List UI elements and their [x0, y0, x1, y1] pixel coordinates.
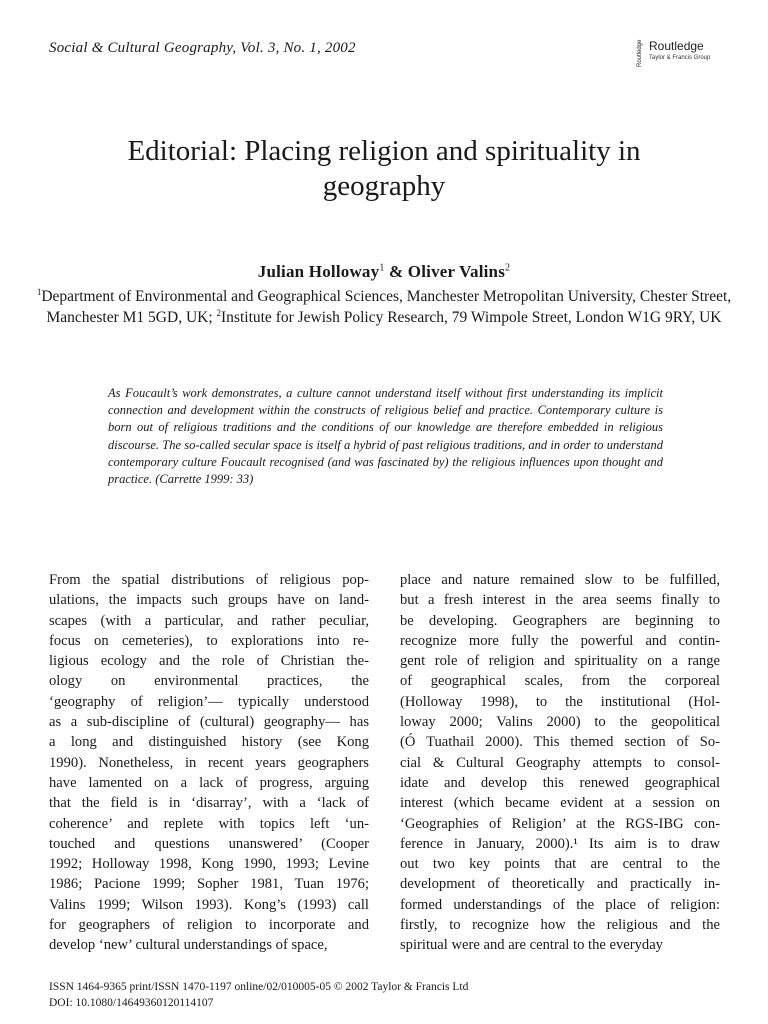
epigraph-quote: As Foucault’s work demonstrates, a culture cannot understand itself without first understanding its implicit connection and development within the constructs of religious belief and practice. Contemporary culture is born out of religious traditions and the conditions of our knowledge are therefore embedded in religious discourse. The so-called secular space is itself a hybrid of past religious traditions, and in order to understand contemporary culture Foucault recognised (and was fascinated by) the religious influences upon thought and practice. (Carrette 1999: 33) — [108, 386, 663, 487]
body-text-line: but a fresh interest in the area seems finally to — [400, 592, 720, 609]
body-text-line: loway 2000; Valins 2000) to the geopolitical — [400, 714, 720, 731]
journal-citation: Social & Cultural Geography, Vol. 3, No. 1, 2002 — [49, 40, 356, 56]
affil-marker: 2 — [216, 307, 222, 318]
publisher-logo — [632, 38, 732, 70]
body-text-line: scapes (with a particular, and rather peculiar, — [49, 612, 369, 629]
body-text-line: place and nature remained slow to be fulfilled, — [400, 572, 720, 588]
body-text-line: idate and develop this renewed geographical — [400, 774, 720, 791]
author-name: Oliver Valins — [407, 262, 506, 281]
body-text-line: firstly, to recognize how the religious and the — [400, 917, 720, 934]
body-text-line: From the spatial distributions of religious pop- — [49, 572, 369, 588]
author-affil-marker: 2 — [505, 262, 511, 274]
body-text-line: 1986; Pacione 1999; Sopher 1981, Tuan 1976; — [49, 876, 369, 893]
body-text-line: spiritual were and are central to the everyday — [400, 937, 663, 954]
affil-text: Department of Environmental and Geographical Sciences, Manchester Metropolitan University, Chester Street, Manchester M1 5GD, UK; — [41, 288, 732, 326]
author-name: Julian Holloway — [257, 262, 380, 281]
body-text-line: focus on cemeteries), to explorations into re- — [49, 632, 369, 649]
routledge-logo-icon — [632, 38, 644, 68]
body-text-line: Valins 1999; Wilson 1993). Kong’s (1993) call — [49, 896, 369, 913]
affiliations — [30, 287, 738, 328]
body-text-line: coherence’ and replete with topics left ‘un- — [49, 815, 369, 832]
author-separator: & — [384, 262, 408, 281]
body-text-line: of geographical scales, from the corporeal — [400, 673, 720, 690]
body-text-line: 1992; Holloway 1998, Kong 1990, 1993; Levine — [49, 856, 369, 873]
body-text-line: (Holloway 1998), to the institutional (Hol- — [400, 693, 720, 710]
body-text-line: (Ó Tuathail 2000). This themed section of So- — [400, 734, 720, 751]
body-text-line: recognize more fully the powerful and contin- — [400, 632, 720, 649]
body-text-line: ology on environmental practices, the — [49, 673, 369, 690]
body-text-line: as a sub-discipline of (cultural) geography— has — [49, 714, 369, 731]
doi-line: DOI: 10.1080/14649360120114107 — [49, 997, 214, 1009]
body-text-line: touched and questions unanswered’ (Cooper — [49, 835, 369, 852]
body-text-line: development of theoretically and practically in- — [400, 876, 720, 893]
body-text-line: ulations, the impacts such groups have on land- — [49, 592, 369, 609]
publisher-name: Routledge — [649, 39, 704, 53]
publisher-vertical-text: Routledge — [637, 39, 643, 67]
body-column-left — [49, 570, 369, 956]
body-text-line: a long and distinguished history (see Kong — [49, 734, 369, 751]
body-text-line: ‘geography of religion’— typically understood — [49, 693, 369, 710]
body-text-line: have lamented on a lack of progress, arguing — [49, 774, 369, 791]
body-text-line: for geographers of religion to incorporate and — [49, 917, 369, 934]
publisher-group: Taylor & Francis Group — [649, 55, 711, 61]
body-text-line: ference in January, 2000).¹ Its aim is to draw — [400, 835, 720, 852]
body-text-line: out two key points that are central to the — [400, 856, 720, 873]
article-title: Editorial: Placing religion and spirituality in geography — [127, 135, 641, 202]
body-text-line: be developing. Geographers are beginning to — [400, 612, 720, 629]
body-text-line: interest (which became evident at a session on — [400, 795, 720, 812]
body-text-line: ‘Geographies of Religion’ at the RGS-IBG con- — [400, 815, 720, 832]
affil-text: Institute for Jewish Policy Research, 79 Wimpole Street, London W1G 9RY, UK — [221, 308, 722, 326]
body-text-line: develop ‘new’ cultural understandings of space, — [49, 937, 328, 954]
body-text-line: 1990). Nonetheless, in recent years geographers — [49, 754, 369, 771]
body-text-line: cial & Cultural Geography attempts to consol- — [400, 754, 720, 771]
body-text-line: gent role of religion and spirituality on a range — [400, 653, 720, 670]
body-text-line: formed understandings of the place of religion: — [400, 896, 720, 913]
body-column-right — [400, 570, 720, 956]
footer — [49, 979, 468, 1011]
body-text-line: that the field is in ‘disarray’, with a ‘lack of — [49, 795, 369, 812]
author-affil-marker: 1 — [379, 262, 385, 274]
author-line — [0, 262, 768, 282]
body-text-line: ligious ecology and the role of Christian the- — [49, 653, 369, 670]
issn-line: ISSN 1464-9365 print/ISSN 1470-1197 online/02/010005-05 © 2002 Taylor & Francis Ltd — [49, 981, 469, 993]
affil-marker: 1 — [36, 286, 42, 297]
